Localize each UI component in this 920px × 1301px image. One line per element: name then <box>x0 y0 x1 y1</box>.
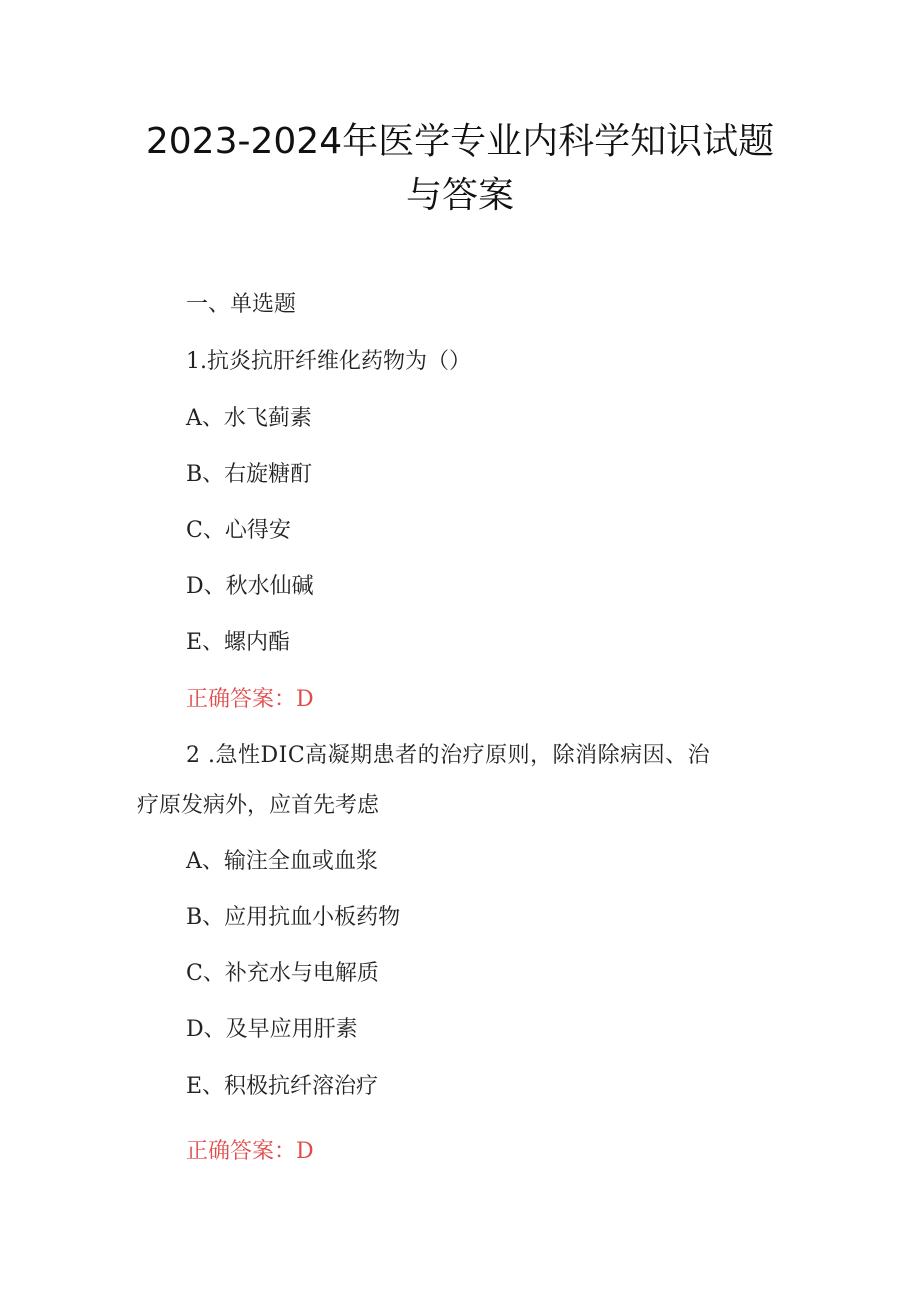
document-title-line-1: 2023-2024年医学专业内科学知识试题 <box>145 121 775 162</box>
question-2-option-a: A、输注全血或血浆 <box>186 849 378 874</box>
question-1-option-d: D、秋水仙碱 <box>186 574 314 599</box>
section-heading: 一、单选题 <box>186 292 297 317</box>
question-1-stem: 1.抗炎抗肝纤维化药物为（） <box>186 349 471 374</box>
question-2-option-b: B、应用抗血小板药物 <box>186 905 401 930</box>
question-1-option-b: B、右旋糖酊 <box>186 462 313 487</box>
question-1-option-c: C、心得安 <box>186 518 291 543</box>
question-1-answer: 正确答案：D <box>186 687 314 712</box>
question-1-option-e: E、螺内酯 <box>186 630 291 655</box>
question-2-answer: 正确答案：D <box>186 1139 314 1164</box>
question-2-option-d: D、及早应用肝素 <box>186 1017 358 1042</box>
question-1-option-a: A、水飞蓟素 <box>186 406 312 431</box>
question-2-stem-line-2: 疗原发病外，应首先考虑 <box>137 793 380 818</box>
question-2-option-e: E、积极抗纤溶治疗 <box>186 1074 379 1099</box>
document-title-line-2: 与答案 <box>405 175 514 216</box>
question-2-option-c: C、补充水与电解质 <box>186 961 379 986</box>
question-2-stem-line-1: 2 .急性DIC高凝期患者的治疗原则，除消除病因、治 <box>186 743 711 768</box>
